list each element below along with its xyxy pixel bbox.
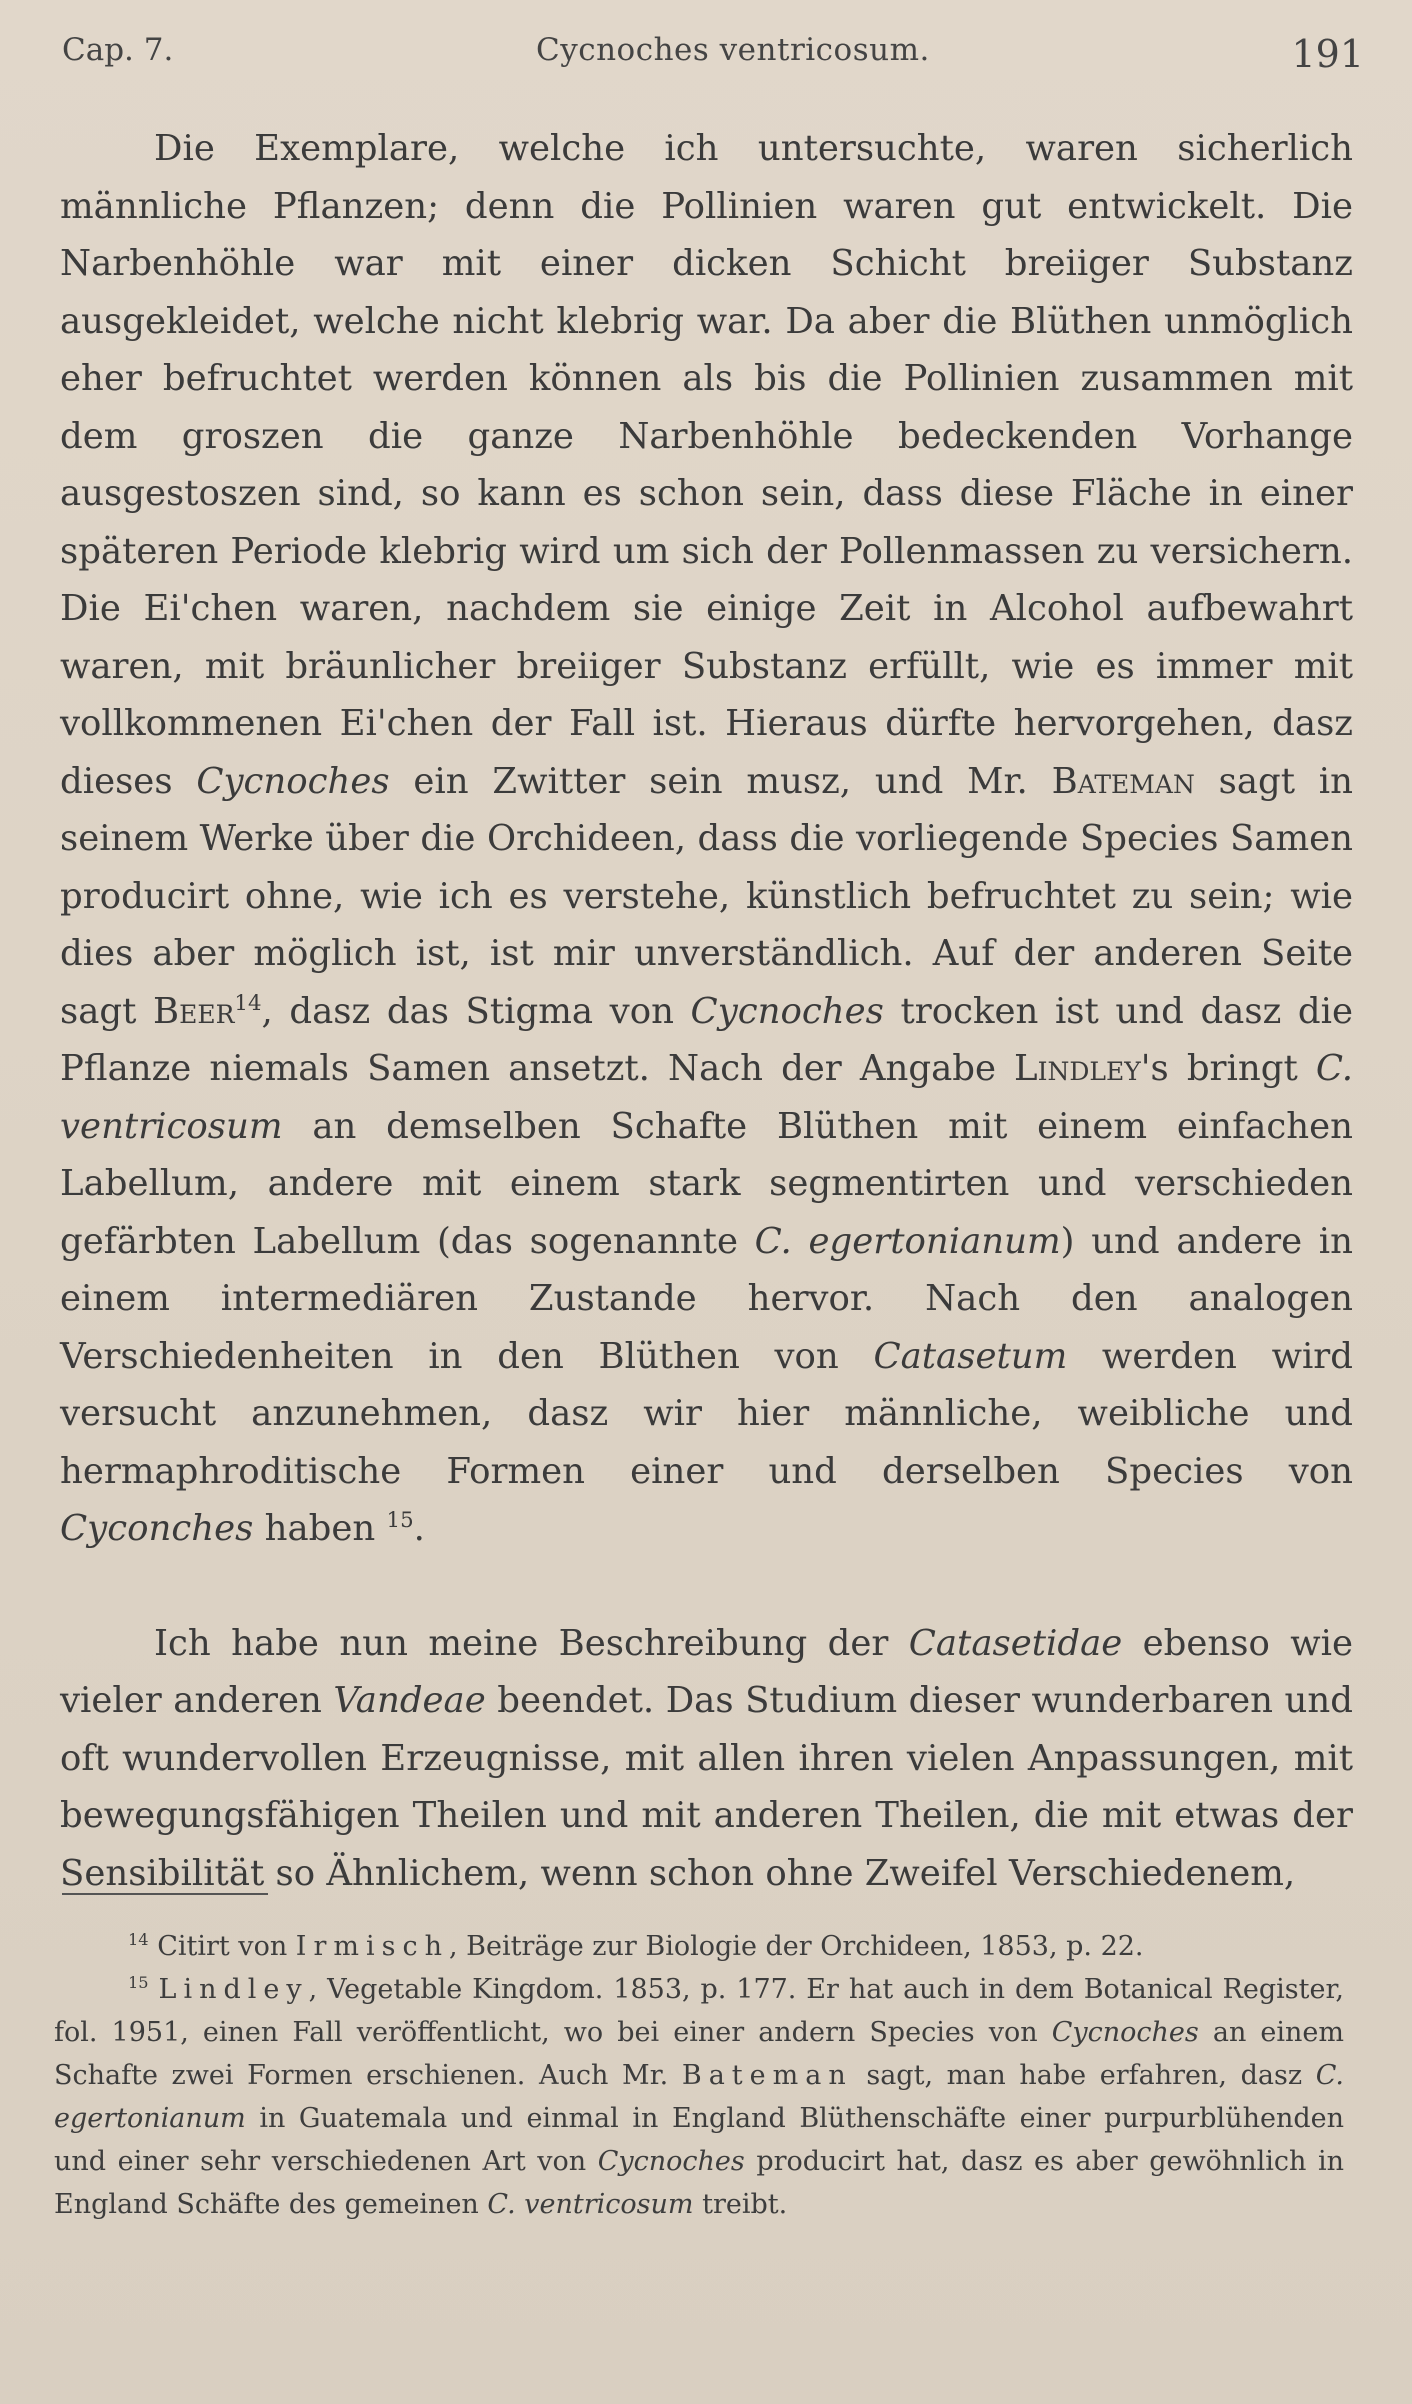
paragraph-2: Ich habe nun meine Beschreibung der Catasetidae ebenso wie vieler anderen Vandeae beendet. Das Studium dieser wunderbaren und oft wundervollen Erzeugnisse, mit allen ihren vielen Anpassungen, mit bewegungsfähigen Theilen und mit anderen Theilen, die mit etwas der Sensibilität so Ähnlichem, wenn schon ohne Zweifel Verschiedenem, bbox=[60, 1622, 1354, 1894]
footnote-ref-14[interactable]: 14 bbox=[234, 990, 262, 1016]
main-text bbox=[60, 120, 1353, 1902]
chapter-label: Cap. 7. bbox=[62, 32, 174, 68]
running-title: Cycnoches ventricosum. bbox=[536, 32, 930, 68]
footnotes bbox=[54, 1925, 1344, 2226]
footnote-divider bbox=[62, 1893, 268, 1895]
running-header bbox=[62, 30, 1364, 80]
footnote-ref-15[interactable]: 15 bbox=[386, 1508, 414, 1534]
footnote-14: $^{14}$ Citirt von Irmisch, Beiträge zur Biologie der Orchideen, 1853, p. 22. bbox=[128, 1930, 1144, 1962]
paragraph-1: Die Exemplare, welche ich untersuchte, waren sicherlich männliche Pflanzen; denn die Pollinien waren gut entwickelt. Die Narbenhöhle war mit einer dicken Schicht breiiger Substanz ausgekleidet, welche nicht klebrig war. Da aber die Blüthen unmöglich eher befruchtet werden können als bis die Pollinien zusammen mit dem groszen die ganze Narbenhöhle bedeckenden Vorhange ausgestoszen sind, so kann es schon sein, dass diese Fläche in einer späteren Periode klebrig wird um sich der Pollenmassen zu versichern. Die Ei'chen waren, nachdem sie einige Zeit in Alcohol aufbewahrt waren, mit bräunlicher breiiger Substanz erfüllt, wie es immer mit vollkommenen Ei'chen der Fall ist. Hieraus dürfte hervorgehen, dasz dieses Cycnoches ein Zwitter sein musz, und Mr. Bateman sagt in seinem Werke über die Orchideen, dass die vorliegende Species Samen producirt ohne, wie ich es verstehe, künstlich befruchtet zu sein; wie dies aber möglich ist, ist mir unverständlich. Auf der anderen Seite sagt Beer$^{14}$, dasz das Stigma von Cycnoches trocken ist und dasz die Pflanze niemals Samen ansetzt. Nach der Angabe Lindley's bringt C. ventricosum an demselben Schafte Blüthen mit einem einfachen Labellum, andere mit einem stark segmentirten und verschieden gefärbten Labellum (das sogenannte C. egertonianum) und andere in einem intermediären Zustande hervor. Nach den analogen Verschiedenheiten in den Blüthen von Catasetum werden wird versucht anzunehmen, dasz wir hier männliche, weibliche und hermaphroditische Formen einer und derselben Species von Cyconches haben $^{15}$. bbox=[60, 128, 1354, 1549]
footnote-15: $^{15}$ Lindley, Vegetable Kingdom. 1853, p. 177. Er hat auch in dem Botanical Register, fol. 1951, einen Fall veröffentlicht, wo bei einer andern Species von Cycnoches an einem Schafte zwei Formen erschienen. Auch Mr. Bateman sagt, man habe erfahren, dasz C. egertonianum in Guatemala und einmal in England Blüthenschäfte einer purpurblühenden und einer sehr verschiedenen Art von Cycnoches producirt hat, dasz es aber gewöhnlich in England Schäfte des gemeinen C. ventricosum treibt. bbox=[54, 1973, 1345, 2220]
page-number: 191 bbox=[1291, 32, 1364, 76]
